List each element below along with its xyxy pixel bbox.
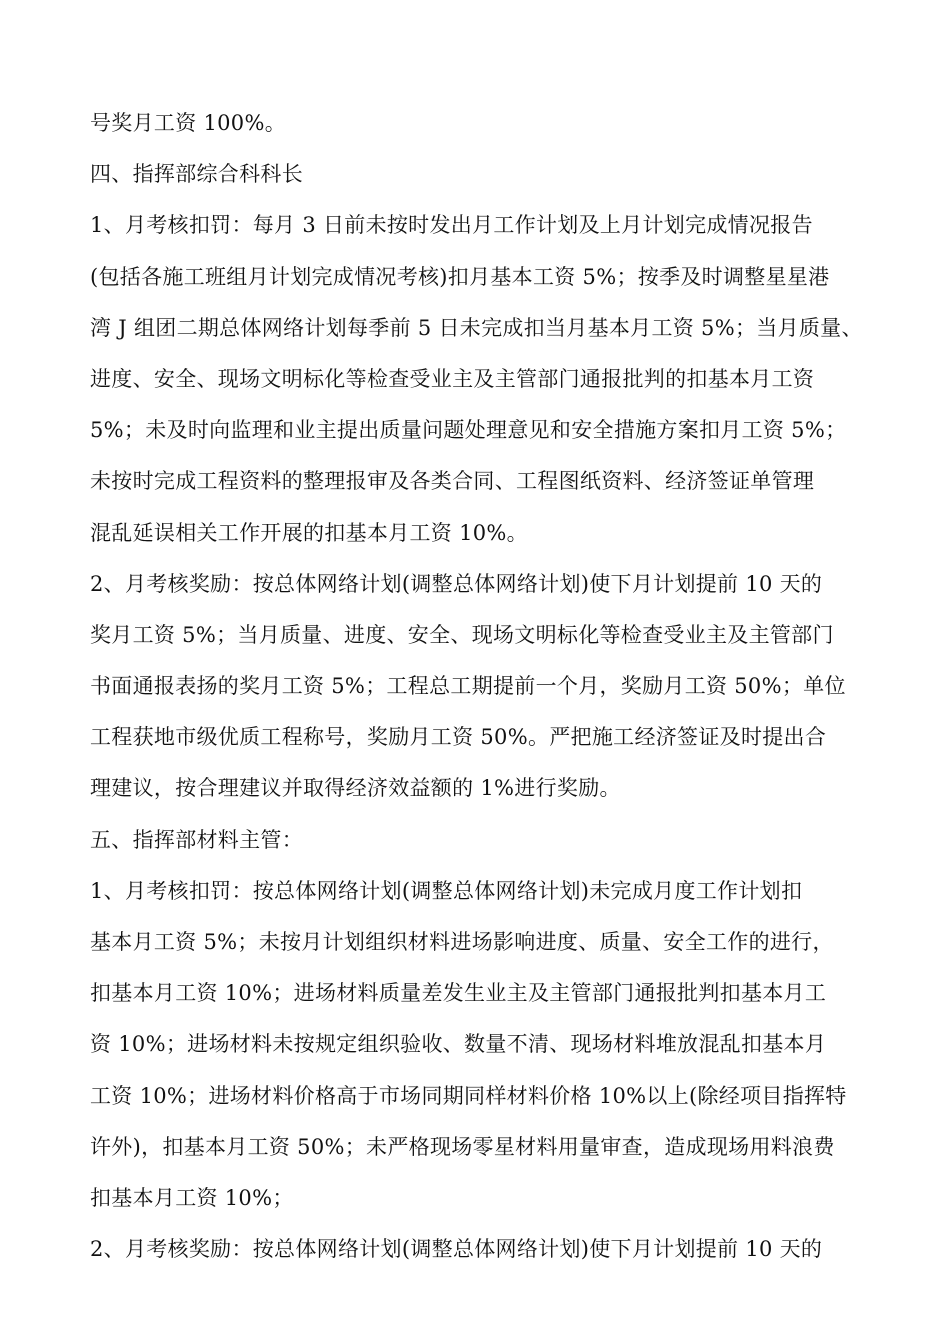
text-line: 资 10%；进场材料未按规定组织验收、数量不清、现场材料堆放混乱扣基本月 [90, 1032, 827, 1057]
text-line: 1、月考核扣罚：每月 3 日前未按时发出月工作计划及上月计划完成情况报告 [90, 213, 813, 238]
text-line: 未按时完成工程资料的整理报审及各类合同、工程图纸资料、经济签证单管理 [90, 469, 815, 494]
text-line: 2、月考核奖励：按总体网络计划(调整总体网络计划)使下月计划提前 10 天的 [90, 571, 823, 596]
text-line: 理建议，按合理建议并取得经济效益额的 1%进行奖励。 [90, 776, 621, 801]
text-line: 进度、安全、现场文明标化等检查受业主及主管部门通报批判的扣基本月工资 [90, 366, 815, 391]
document-page [90, 98, 870, 1275]
section-heading: 五、指挥部材料主管： [90, 827, 303, 852]
text-line: 湾 J 组团二期总体网络计划每季前 5 日未完成扣当月基本月工资 5%；当月质量、 [90, 315, 863, 340]
text-line: 扣基本月工资 10%；进场材料质量差发生业主及主管部门通报批判扣基本月工 [90, 981, 827, 1006]
text-line: 扣基本月工资 10%； [90, 1185, 294, 1210]
section-heading: 四、指挥部综合科科长 [90, 162, 303, 187]
text-line: 书面通报表扬的奖月工资 5%；工程总工期提前一个月，奖励月工资 50%；单位 [90, 674, 846, 699]
text-line: 2、月考核奖励：按总体网络计划(调整总体网络计划)使下月计划提前 10 天的 [90, 1237, 823, 1262]
text-line: (包括各施工班组月计划完成情况考核)扣月基本工资 5%；按季及时调整星星港 [90, 264, 830, 289]
text-line: 5%；未及时向监理和业主提出质量问题处理意见和安全措施方案扣月工资 5%； [90, 418, 847, 443]
text-line: 1、月考核扣罚：按总体网络计划(调整总体网络计划)未完成月度工作计划扣 [90, 878, 803, 903]
text-line: 工资 10%；进场材料价格高于市场同期同样材料价格 10%以上(除经项目指挥特 [90, 1083, 847, 1108]
text-line: 工程获地市级优质工程称号，奖励月工资 50%。严把施工经济签证及时提出合 [90, 725, 827, 750]
text-line: 基本月工资 5%；未按月计划组织材料进场影响进度、质量、安全工作的进行， [90, 930, 834, 954]
text-line: 许外)，扣基本月工资 50%；未严格现场零星材料用量审查，造成现场用料浪费 [90, 1134, 835, 1159]
text-line: 混乱延误相关工作开展的扣基本月工资 10%。 [90, 520, 528, 545]
text-line: 号奖月工资 100%。 [90, 111, 287, 135]
text-line: 奖月工资 5%；当月质量、进度、安全、现场文明标化等检查受业主及主管部门 [90, 622, 834, 647]
